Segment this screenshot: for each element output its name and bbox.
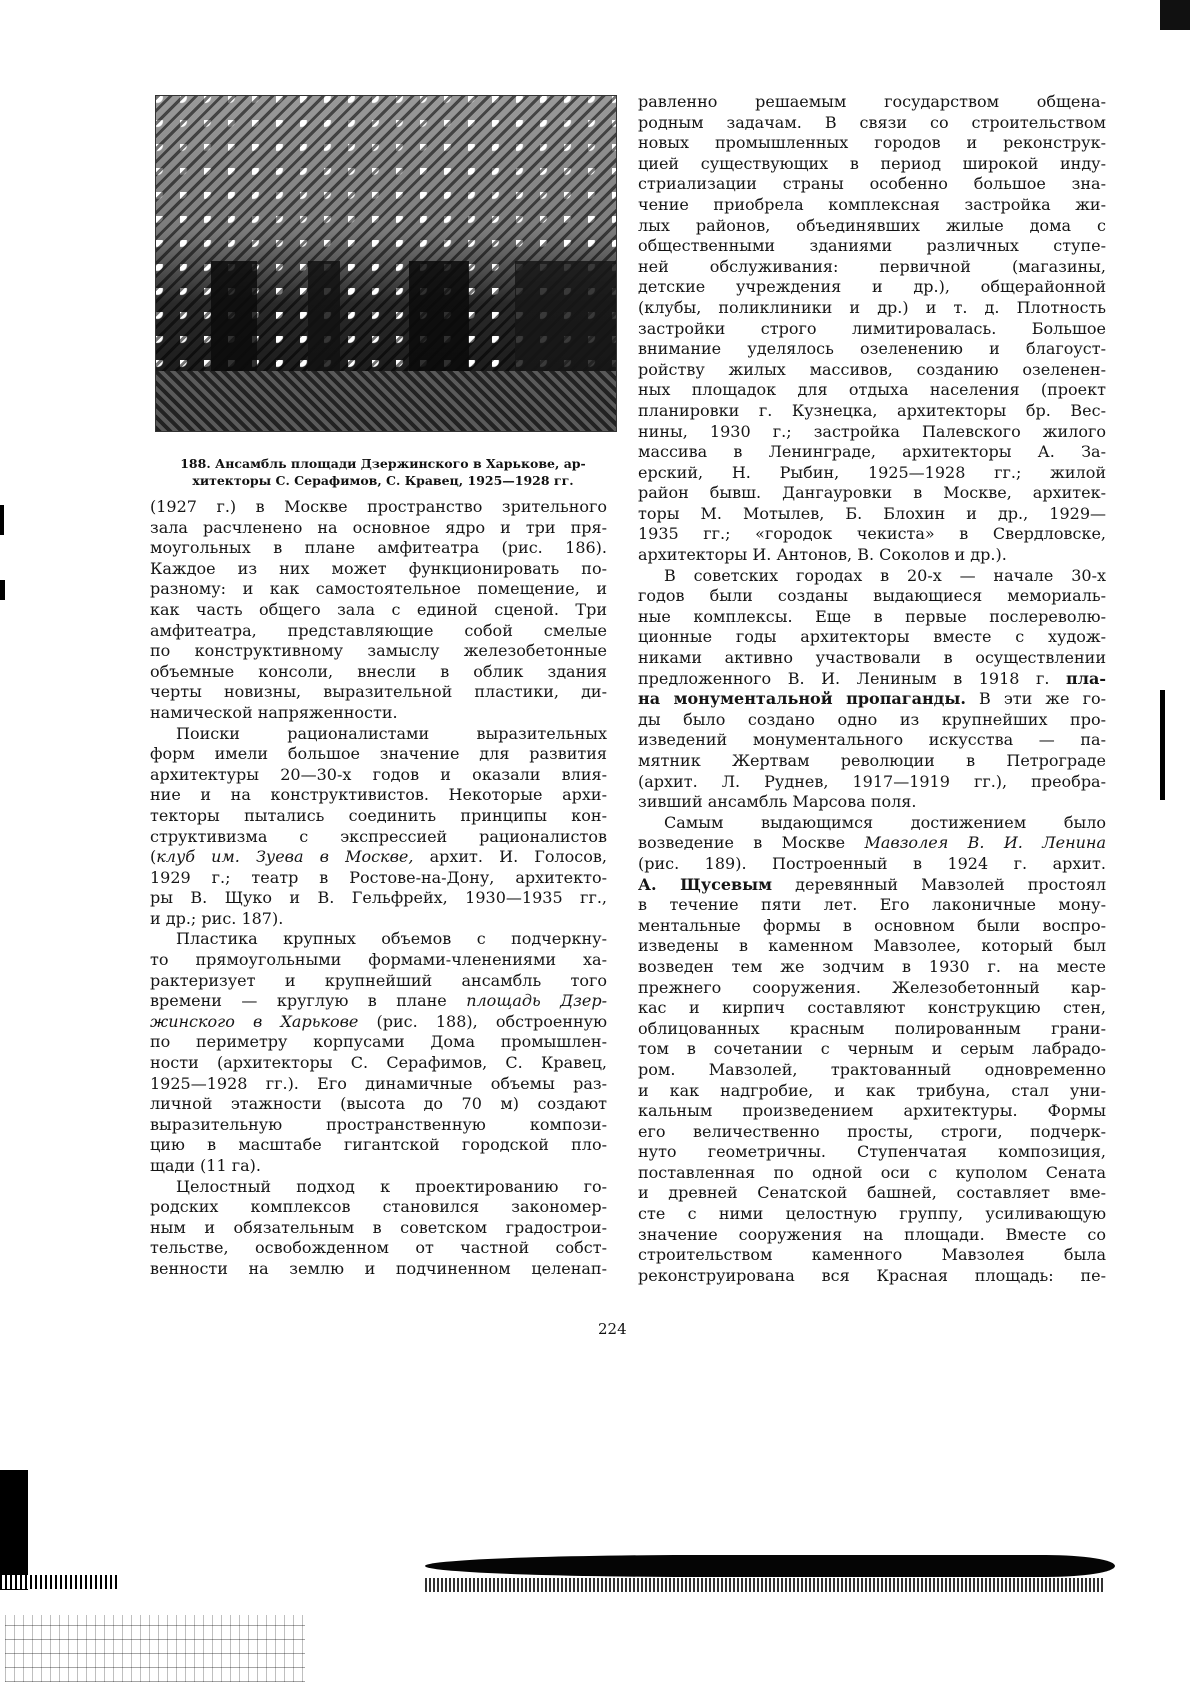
paragraph [150,929,607,1176]
text-line: форм имели большое значение для развития [150,744,607,764]
text-line: годов были созданы выдающиеся мемориаль- [638,586,1106,606]
paragraph [638,92,1106,566]
text-line: на монументальной пропаганды. В эти же го- [638,689,1107,709]
text-line: цию в масштабе гигантской городской пло- [150,1135,607,1155]
scan-artifact [0,1470,28,1590]
figure-caption [153,455,613,489]
scan-artifact [0,505,4,535]
text-line: зивший ансамбль Марсова поля. [638,792,917,812]
text-line: 1925—1928 гг.). Его динамичные объемы раз- [150,1073,607,1093]
text-line: родских комплексов становился закономер- [150,1197,607,1217]
text-line: Поиски рационалистами выразительных [176,723,607,743]
text-line: А. Щусевым деревянный Мавзолей простоял [638,874,1106,894]
text-line: ных площадок для отдыха населения (проект [638,380,1106,400]
text-line: по периметру корпусами Дома промышлен- [150,1032,607,1052]
text-line: ней обслуживания: первичной (магазины, [638,256,1106,276]
text-line: ды было создано одно из крупнейших про- [638,709,1106,729]
text-line: его величественно просты, строги, подчерк- [638,1121,1106,1141]
text-line: как часть общего зала с единой сценой. Три [150,599,607,619]
text-line: ности (архитекторы С. Серафимов, С. Кравец, [150,1053,607,1073]
text-line: Самым выдающимся достижением было [664,812,1106,832]
text-line: рактеризует и крупнейший ансамбль того [150,970,607,990]
text-line: планировки г. Кузнецка, архитекторы бр. Вес- [638,400,1106,420]
right-column [638,92,1106,1286]
text-line: ерский, Н. Рыбин, 1925—1928 гг.; жилой [638,462,1106,482]
text-line: прежнего сооружения. Железобетонный кар- [638,977,1106,997]
text-line: родным задачам. В связи со строительством [638,112,1106,132]
text-line: массива в Ленинграде, архитекторы А. За- [638,442,1106,462]
scan-artifact [0,1575,120,1589]
scan-artifact [0,580,5,600]
scan-artifact [5,1615,305,1682]
text-line: реконструирована вся Красная площадь: пе- [638,1265,1106,1285]
text-line: цией существующих в период широкой инду- [638,153,1106,173]
text-line: 1935 гг.; «городок чекиста» в Свердловске, [638,524,1106,544]
text-line: том в сочетании с черным и серым лабрадо- [638,1039,1106,1059]
text-line: изведены в каменном Мавзолее, который был [638,936,1106,956]
left-column [150,497,607,1280]
text-line: возведение в Москве Мавзолея В. И. Ленина [638,833,1106,853]
text-line: застройки строго лимитировалась. Большое [638,318,1106,338]
text-line: ментальные формы в основном были воспро- [638,915,1106,935]
text-line: детские учреждения и др.), общерайонной [638,277,1106,297]
text-line: (1927 г.) в Москве пространство зрительного [150,497,607,516]
text-line: предложенного В. И. Лениным в 1918 г. пла- [638,668,1106,688]
text-line: кальным произведением архитектуры. Формы [638,1101,1106,1121]
text-line: равленно решаемым государством общена- [638,92,1106,111]
text-line: общественными зданиями различных ступе- [638,236,1106,256]
text-line: никами активно участвовали в осуществлении [638,648,1106,668]
text-line: возведен тем же зодчим в 1930 г. на месте [638,956,1106,976]
scan-artifact [425,1555,1115,1577]
text-line: амфитеатра, представляющие собой смелые [150,620,607,640]
text-line: стриализации страны особенно большое зна- [638,174,1106,194]
paragraph [150,724,607,930]
text-line: черты новизны, выразительной пластики, ди- [150,682,607,702]
text-line: Целостный подход к проектированию го- [176,1176,607,1196]
text-line: сте с ними целостную группу, усиливающую [638,1204,1106,1224]
text-line: тельстве, освобожденном от частной собст- [150,1238,607,1258]
paragraph [150,497,607,724]
scan-artifact [1160,0,1190,30]
text-line: лых районов, объединявших жилые дома с [638,215,1106,235]
text-line: щади (11 га). [150,1156,261,1175]
text-line: Каждое из них может функционировать по- [150,558,607,578]
text-line: ным и обязательным в советском градострои- [150,1217,607,1237]
text-line: нуто геометричны. Ступенчатая композиция, [638,1142,1106,1162]
text-line: 1929 г.; театр в Ростове-на-Дону, архитекто- [150,867,607,887]
text-line: мятник Жертвам революции в Петрограде [638,751,1106,770]
text-line: и древней Сенатской башней, составляет вме- [638,1183,1106,1203]
text-line: Пластика крупных объемов с подчеркну- [176,929,607,949]
caption-line: хитекторы С. Серафимов, С. Кравец, 1925—1928 гг. [192,473,574,488]
text-line: (клубы, поликлиники и др.) и т. д. Плотность [638,297,1106,317]
text-line: район бывш. Дангауровки в Москве, архитек- [638,483,1106,503]
text-line: в течение пяти лет. Его лаконичные мону- [638,895,1106,915]
text-line: новых промышленных городов и реконструк- [638,133,1106,153]
paragraph [150,1177,607,1280]
text-line: чение приобрела комплексная застройка жи- [638,194,1106,214]
paragraph [638,813,1106,1287]
figure-188-photo [155,95,617,432]
page-number: 224 [598,1320,627,1338]
text-line: В советских городах в 20-х — начале 30-х [664,565,1106,585]
text-line: торы М. Мотылев, Б. Блохин и др., 1929— [638,503,1106,523]
figure-ground [156,371,616,431]
text-line: жинского в Харькове (рис. 188), обстроенную [150,1011,607,1031]
text-line: ные комплексы. Еще в первые послереволю- [638,606,1106,626]
text-line: поставленная по одной оси с куполом Сената [638,1162,1106,1182]
paragraph [638,566,1106,813]
text-line: структивизма с экспрессией рационалистов [150,826,607,846]
scan-artifact [425,1578,1105,1592]
text-line: текторы пытались соединить принципы кон- [150,805,607,825]
text-line: зала расчленено на основное ядро и три пря- [150,517,607,537]
text-line: намической напряженности. [150,702,398,722]
text-line: ром. Мавзолей, трактованный одновременно [638,1059,1106,1079]
text-line: моугольных в плане амфитеатра (рис. 186). [150,538,607,558]
text-line: значение сооружения на площади. Вместе со [638,1224,1106,1244]
text-line: венности на землю и подчиненном целенап- [150,1258,607,1278]
text-line: и др.; рис. 187). [150,908,284,928]
text-line: ры В. Щуко и В. Гельфрейх, 1930—1935 гг., [150,888,607,908]
scan-artifact [1160,690,1165,800]
text-line: и как надгробие, и как трибуна, стал уни- [638,1080,1106,1100]
text-line: времени — круглую в плане площадь Дзер- [150,991,608,1011]
text-line: строительством каменного Мавзолея была [638,1245,1106,1265]
text-line: по конструктивному замыслу железобетонные [150,641,607,661]
text-line: ние и на конструктивистов. Некоторые архи- [150,785,607,805]
text-line: ройству жилых массивов, созданию озеленен- [638,359,1106,379]
text-line: объемные консоли, внесли в облик здания [150,661,607,681]
text-line: (рис. 189). Построенный в 1924 г. архит. [638,853,1106,873]
text-line: архитекторы И. Антонов, В. Соколов и др.). [638,545,1007,565]
text-line: кас и кирпич составляют конструкцию стен, [638,998,1106,1018]
text-line: изведений монументального искусства — па- [638,730,1106,750]
text-line: ционные годы архитекторы вместе с худож- [638,627,1106,647]
text-line: внимание уделялось озеленению и благоуст- [638,339,1106,359]
text-line: (архит. Л. Руднев, 1917—1919 гг.), преобра- [638,771,1106,791]
text-line: облицованных красным полированным грани- [638,1018,1106,1038]
text-line: нины, 1930 г.; застройка Палевского жилого [638,421,1106,441]
caption-line: 188. Ансамбль площади Дзержинского в Харькове, ар- [180,456,586,471]
text-line: (клуб им. Зуева в Москве, архит. И. Голосов, [150,847,607,867]
text-line: выразительную пространственную компози- [150,1114,607,1134]
text-line: то прямоугольными формами-членениями ха- [150,950,607,970]
text-line: разному: и как самостоятельное помещение, и [150,579,607,599]
text-line: личной этажности (высота до 70 м) создают [150,1094,607,1114]
text-line: архитектуры 20—30-х годов и оказали влия- [150,764,607,784]
